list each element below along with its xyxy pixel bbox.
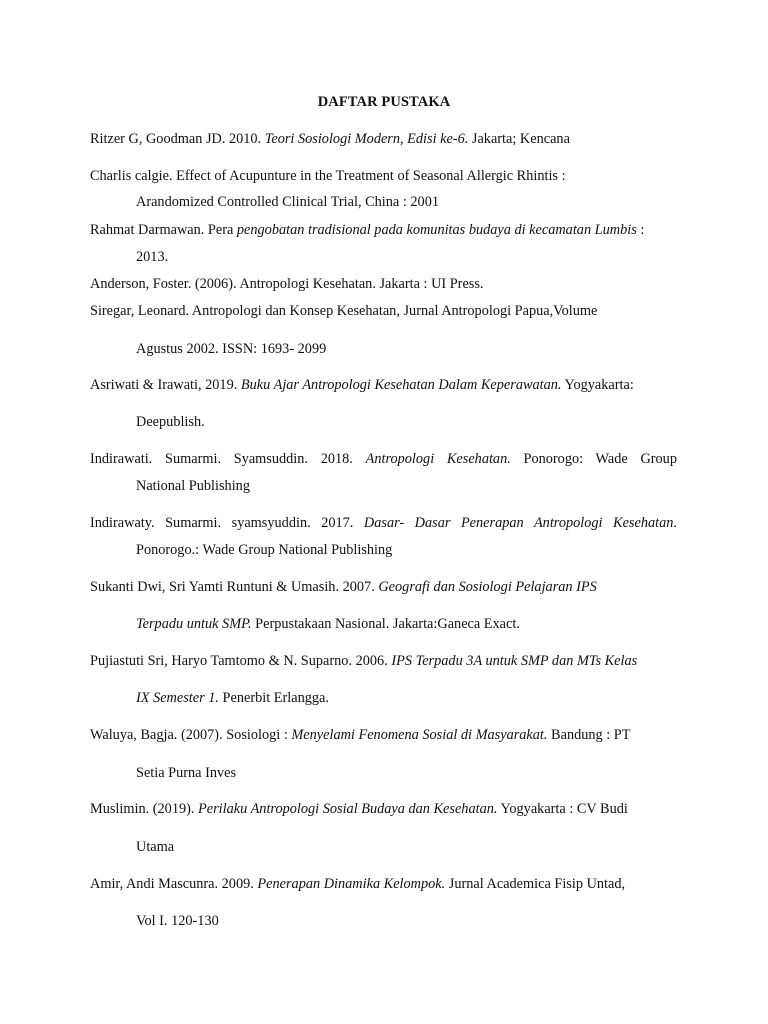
reference-line: Terpadu untuk SMP. Perpustakaan Nasional. Jakarta:Ganeca Exact. xyxy=(136,616,520,632)
reference-line: Muslimin. (2019). Perilaku Antropologi Sosial Budaya dan Kesehatan. Yogyakarta : CV Budi xyxy=(90,801,628,817)
reference-line: Sukanti Dwi, Sri Yamti Runtuni & Umasih. 2007. Geografi dan Sosiologi Pelajaran IPS xyxy=(90,579,597,595)
reference-line: Deepublish. xyxy=(136,414,205,430)
reference-line: Waluya, Bagja. (2007). Sosiologi : Menyelami Fenomena Sosial di Masyarakat. Bandung : PT xyxy=(90,727,631,743)
reference-line: Ritzer G, Goodman JD. 2010. Teori Sosiologi Modern, Edisi ke-6. Jakarta; Kencana xyxy=(90,131,570,147)
reference-line: Rahmat Darmawan. Pera pengobatan tradisional pada komunitas budaya di kecamatan Lumbis : xyxy=(90,222,645,238)
reference-line: IX Semester 1. Penerbit Erlangga. xyxy=(136,690,329,706)
reference-line: Siregar, Leonard. Antropologi dan Konsep Kesehatan, Jurnal Antropologi Papua,Volume xyxy=(90,303,598,319)
reference-line: National Publishing xyxy=(136,478,250,494)
reference-line: Indirawati. Sumarmi. Syamsuddin. 2018. Antropologi Kesehatan. Ponorogo: Wade Group xyxy=(90,451,677,467)
reference-line: Amir, Andi Mascunra. 2009. Penerapan Dinamika Kelompok. Jurnal Academica Fisip Untad, xyxy=(90,876,626,892)
reference-line: Ponorogo.: Wade Group National Publishing xyxy=(136,542,393,558)
reference-line: 2013. xyxy=(136,249,169,265)
reference-line: Arandomized Controlled Clinical Trial, China : 2001 xyxy=(136,194,439,210)
page-title: DAFTAR PUSTAKA xyxy=(317,94,451,110)
reference-line: Anderson, Foster. (2006). Antropologi Kesehatan. Jakarta : UI Press. xyxy=(90,276,484,292)
reference-line: Vol I. 120-130 xyxy=(136,913,219,929)
reference-line: Setia Purna Inves xyxy=(136,765,237,781)
reference-line: Pujiastuti Sri, Haryo Tamtomo & N. Suparno. 2006. IPS Terpadu 3A untuk SMP dan MTs Kelas xyxy=(90,653,638,669)
reference-line: Charlis calgie. Effect of Acupunture in the Treatment of Seasonal Allergic Rhintis : xyxy=(90,168,566,184)
reference-line: Agustus 2002. ISSN: 1693- 2099 xyxy=(136,341,327,357)
reference-line: Asriwati & Irawati, 2019. Buku Ajar Antropologi Kesehatan Dalam Keperawatan. Yogyakarta: xyxy=(90,377,634,393)
reference-line: Utama xyxy=(136,839,175,855)
reference-line: Indirawaty. Sumarmi. syamsyuddin. 2017. Dasar- Dasar Penerapan Antropologi Kesehatan. xyxy=(90,515,677,531)
